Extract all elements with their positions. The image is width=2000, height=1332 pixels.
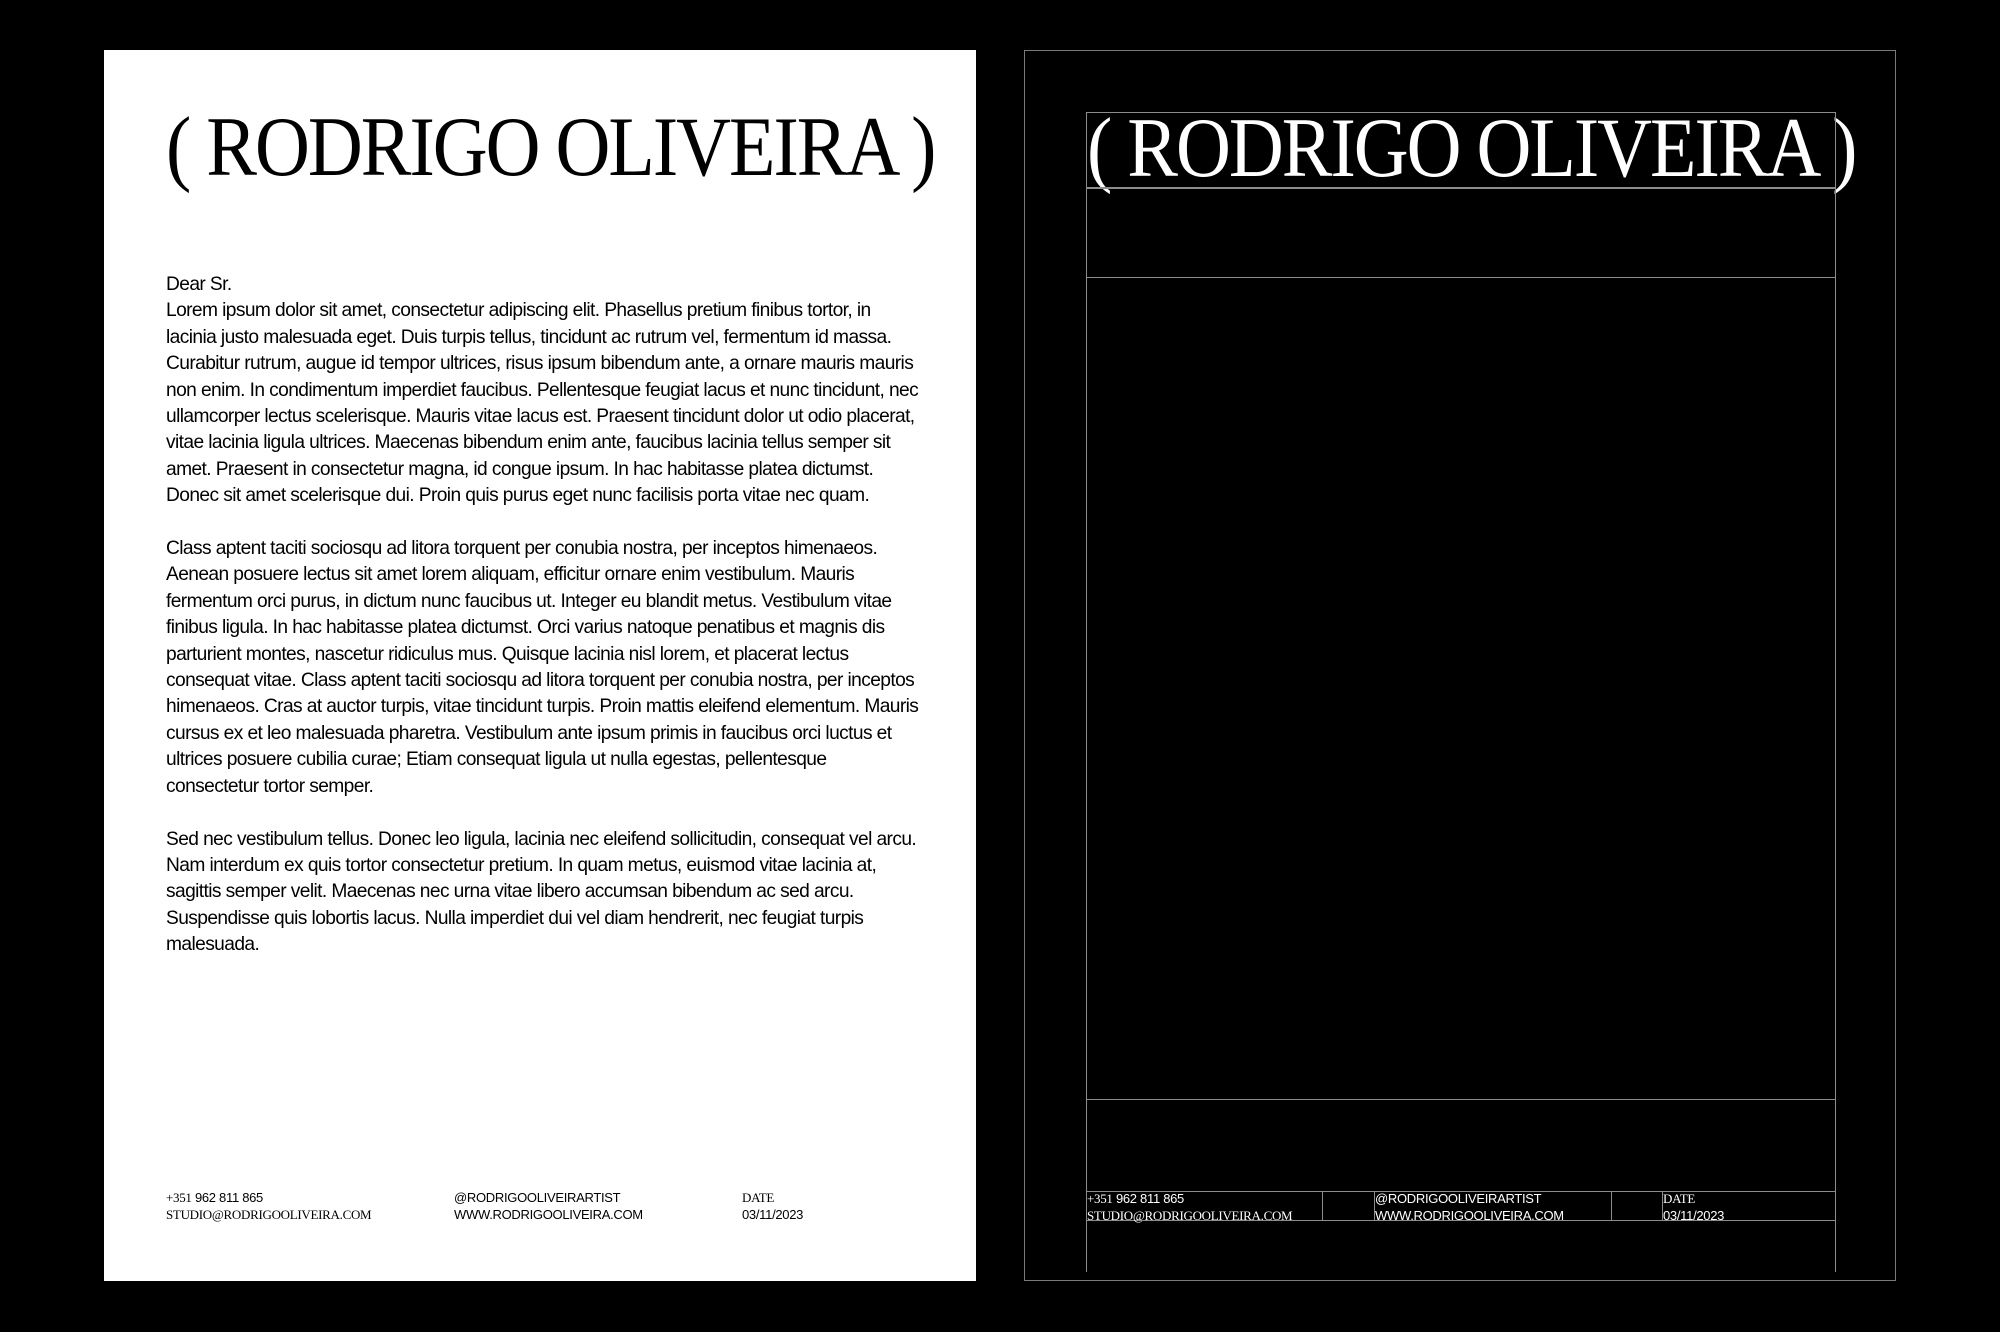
letter-body [166, 272, 922, 985]
letter-salutation: Dear Sr. [166, 274, 232, 295]
grid-footer-email: STUDIO@RODRIGOOLIVEIRA.COM [1087, 1208, 1293, 1223]
guide-margin-left [1086, 112, 1087, 1272]
footer-email: STUDIO@RODRIGOOLIVEIRA.COM [166, 1207, 372, 1222]
guide-line [1086, 277, 1836, 278]
guide-line [1086, 188, 1836, 189]
phone-prefix: +351 [1087, 1191, 1113, 1206]
letter-paragraph-2: Class aptent taciti sociosqu ad litora torquent per conubia nostra, per inceptos himenaeos. Aenean posuere lectus sit amet lorem aliquam, efficitur ornare enim vestibulum. Mauris fermentum orci purus, in dictum nunc faucibus ut. Integer eu blandit metus. Vestibulum vitae finibus ligula. In hac habitasse platea dictumst. Orci varius natoque penatibus et magnis dis parturient montes, nascetur ridiculus mus. Quisque lacinia nisl lorem, et placerat lectus consequat vitae. Class aptent taciti sociosqu ad litora torquent per conubia nostra, per inceptos himenaeos. Cras at auctor turpis, vitae tincidunt turpis. Proin mattis eleifend elementum. Mauris cursus ex et leo malesuada pharetra. Vestibulum ante ipsum primis in faucibus orci luctus et ultrices posuere cubilia curae; Etiam consequat ligula ut nulla egestas, pellentesque consectetur tortor semper. [166, 538, 919, 797]
phone-prefix: +351 [166, 1190, 192, 1205]
grid-footer-date-value: 03/11/2023 [1663, 1208, 1725, 1223]
footer-website: WWW.RODRIGOOLIVEIRA.COM [454, 1207, 643, 1222]
guide-margin-right [1835, 112, 1836, 1272]
letterhead-title: ( RODRIGO OLIVEIRA ) [166, 99, 935, 195]
footer-date [742, 1189, 1042, 1223]
footer-date-label: DATE [742, 1190, 775, 1205]
footer-date-value: 03/11/2023 [742, 1207, 804, 1222]
grid-guides [1086, 112, 1836, 1272]
grid-footer-social: @RODRIGOOLIVEIRARTIST [1375, 1191, 1542, 1206]
letterhead-page-light [104, 50, 976, 1281]
grid-footer-date [1663, 1190, 1963, 1224]
letter-paragraph-3: Sed nec vestibulum tellus. Donec leo ligula, lacinia nec eleifend sollicitudin, consequat vel arcu. Nam interdum ex quis tortor consectetur pretium. In quam metus, euismod vitae lacinia at, sagittis semper velit. Maecenas nec urna vitae libero accumsan bibendum ac sed arcu. Suspendisse quis lobortis lacus. Nulla imperdiet dui vel diam hendrerit, nec feugiat turpis malesuada. [166, 828, 917, 956]
grid-footer-date-label: DATE [1663, 1191, 1696, 1206]
letter-paragraph-1: Lorem ipsum dolor sit amet, consectetur adipiscing elit. Phasellus pretium finibus tortor, in lacinia justo malesuada eget. Duis turpis tellus, tincidunt ac rutrum vel, fermentum id massa. Curabitur rutrum, augue id tempor ultrices, risus ipsum bibendum ante, a ornare mauris mauris non enim. In condimentum imperdiet faucibus. Pellentesque feugiat lacus et nunc tincidunt, nec ullamcorper lectus scelerisque. Mauris vitae lacus est. Praesent tincidunt dolor ut odio placerat, vitae lacinia ligula ultrices. Maecenas bibendum enim ante, faucibus lacinia tellus semper sit amet. Praesent in consectetur magna, id congue ipsum. In hac habitasse platea dictumst. Donec sit amet scelerisque dui. Proin quis purus eget nunc facilisis porta vitae nec quam. [166, 300, 919, 507]
guide-title-box [1086, 112, 1836, 188]
grid-footer-phone: +351 962 811 865 [1087, 1191, 1184, 1206]
grid-title: ( RODRIGO OLIVEIRA ) [1087, 100, 1856, 196]
footer-contact [166, 1189, 466, 1223]
grid-footer-website: WWW.RODRIGOOLIVEIRA.COM [1375, 1208, 1564, 1223]
footer-social: @RODRIGOOLIVEIRARTIST [454, 1190, 621, 1205]
grid-footer-contact [1087, 1190, 1387, 1224]
grid-footer-online [1375, 1190, 1675, 1224]
footer-phone: +351 962 811 865 [166, 1190, 263, 1205]
footer-online [454, 1189, 754, 1223]
guide-line [1086, 1099, 1836, 1100]
letterhead-page-grid [1024, 50, 1896, 1281]
